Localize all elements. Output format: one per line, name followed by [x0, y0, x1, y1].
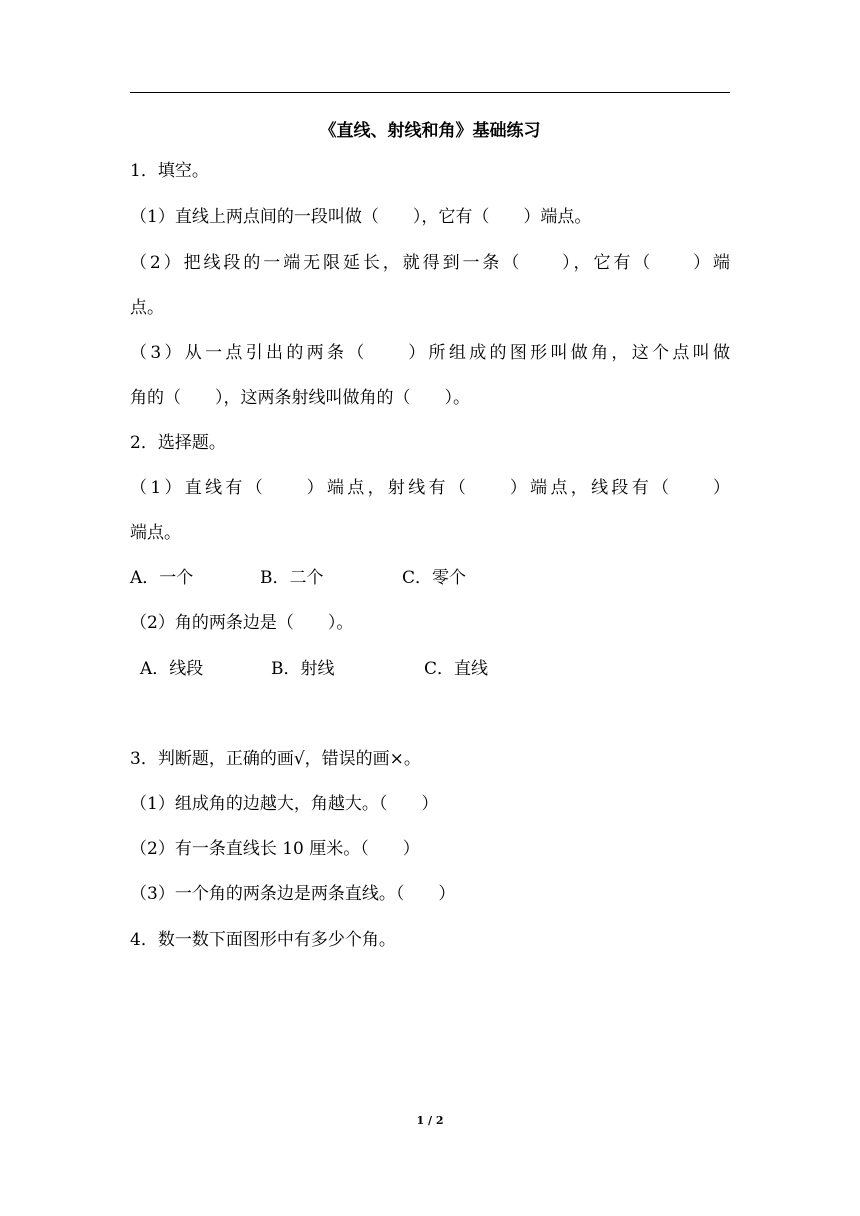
q1-item3-line1: （3）从一点引出的两条（ ）所组成的图形叫做角，这个点叫做 [130, 343, 730, 363]
q2-item1-line2: 端点。 [130, 523, 181, 543]
q2-item2-option-b: B．射线 [271, 659, 335, 679]
q1-item1: （1）直线上两点间的一段叫做（ ），它有（ ）端点。 [130, 207, 592, 227]
q1-item2-line2: 点。 [130, 298, 164, 318]
q2-item1-option-b: B．二个 [260, 568, 324, 588]
q3-item3: （3）一个角的两条边是两条直线。（ ） [130, 884, 456, 904]
q2-item2-option-c: C．直线 [424, 659, 489, 679]
q4-heading: 4．数一数下面图形中有多少个角。 [130, 930, 396, 950]
q3-heading: 3．判断题，正确的画√，错误的画×。 [130, 749, 421, 769]
q3-item2: （2）有一条直线长 10 厘米。（ ） [130, 839, 420, 859]
q2-item2: （2）角的两条边是（ ）。 [130, 613, 354, 633]
header-rule [130, 92, 730, 93]
q2-heading: 2．选择题。 [130, 433, 226, 453]
q1-heading: 1．填空。 [130, 161, 209, 181]
q2-item1-option-a: A．一个 [130, 568, 194, 588]
q1-item3-line2: 角的（ ），这两条射线叫做角的（ ）。 [130, 388, 470, 408]
q3-item1: （1）组成角的边越大，角越大。（ ） [130, 794, 439, 814]
document-title: 《直线、射线和角》基础练习 [319, 121, 541, 141]
q2-item1-option-c: C．零个 [402, 568, 467, 588]
q2-item2-option-a: A．线段 [140, 659, 204, 679]
page-number: 1 / 2 [416, 1114, 444, 1127]
q1-item2-line1: （2）把线段的一端无限延长，就得到一条（ ），它有（ ）端 [130, 253, 730, 273]
q2-item1-line1: （1）直线有（ ）端点，射线有（ ）端点，线段有（ ） [130, 478, 730, 498]
